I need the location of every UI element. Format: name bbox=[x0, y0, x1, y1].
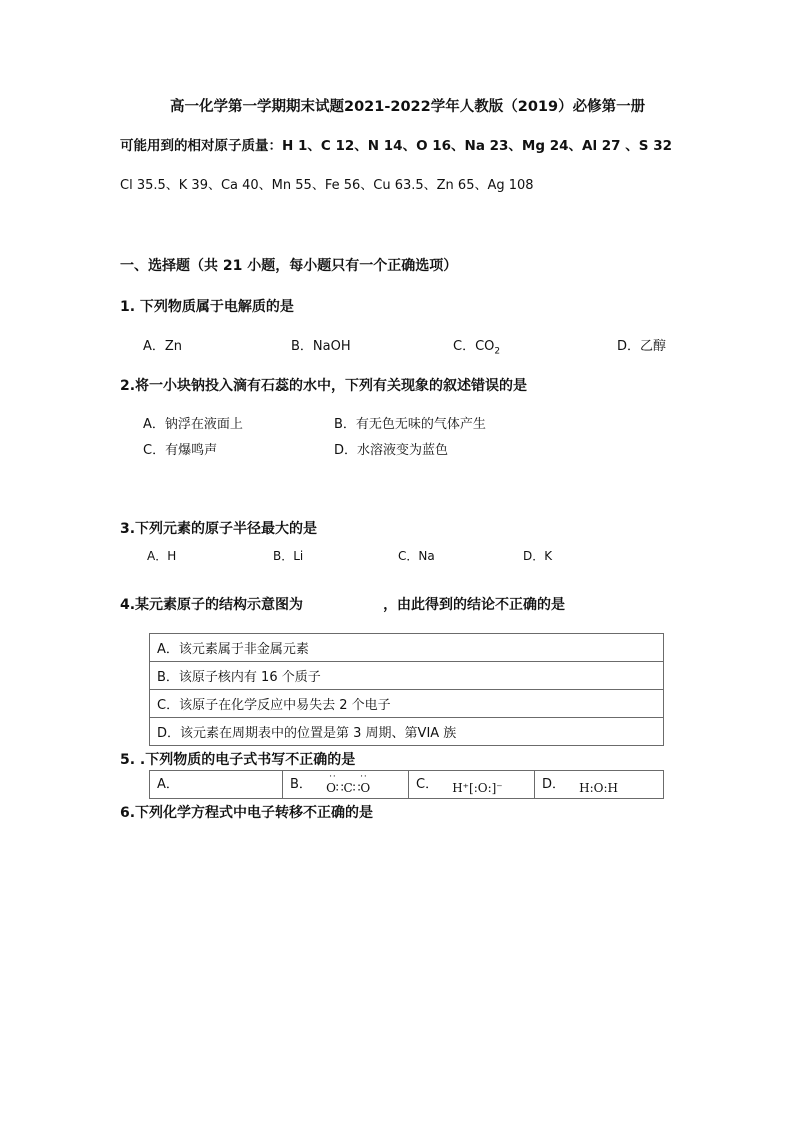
q5-stem: 5. .下列物质的电子式书写不正确的是 bbox=[120, 752, 356, 768]
q2-stem: 2.将一小块钠投入滴有石蕊的水中，下列有关现象的叙述错误的是 bbox=[120, 378, 528, 394]
q5-options-table bbox=[149, 770, 664, 799]
q3-stem: 3.下列元素的原子半径最大的是 bbox=[120, 521, 318, 537]
water-electron-formula: H:O:H bbox=[579, 781, 619, 795]
q5-option-b: B． ·· ·· O∷C∷O bbox=[283, 771, 409, 799]
q5-option-a: A． bbox=[150, 771, 283, 799]
q4-option-b: B．该原子核内有 16 个质子 bbox=[150, 662, 664, 690]
hydroxide-electron-formula: H⁺[:O:]⁻ bbox=[452, 781, 503, 795]
q3-option-b: B．Li bbox=[273, 549, 304, 563]
atomic-masses-line1: 可能用到的相对原子质量：H 1、C 12、N 14、O 16、Na 23、Mg 24、Al 27 、S 32 bbox=[120, 138, 672, 154]
q1-stem: 1. 下列物质属于电解质的是 bbox=[120, 299, 294, 315]
q2-option-a: A．钠浮在液面上 bbox=[143, 417, 243, 432]
q2-option-b: B．有无色无味的气体产生 bbox=[334, 417, 486, 432]
q3-option-c: C．Na bbox=[398, 549, 435, 563]
q1-option-d: D．乙醇 bbox=[617, 339, 667, 354]
q2-option-c: C．有爆鸣声 bbox=[143, 443, 218, 458]
page-title: 高一化学第一学期期末试题2021-2022学年人教版（2019）必修第一册 bbox=[170, 99, 646, 115]
atomic-masses-line2: Cl 35.5、K 39、Ca 40、Mn 55、Fe 56、Cu 63.5、Zn 65、Ag 108 bbox=[120, 178, 534, 193]
q5-option-c: C． H⁺[:O:]⁻ bbox=[409, 771, 535, 799]
q5-option-d: D． H:O:H bbox=[535, 771, 664, 799]
q6-stem: 6.下列化学方程式中电子转移不正确的是 bbox=[120, 805, 374, 821]
q2-option-d: D．水溶液变为蓝色 bbox=[334, 443, 449, 458]
co2-electron-formula: ·· ·· O∷C∷O bbox=[326, 772, 371, 795]
q4-options-table bbox=[149, 633, 664, 746]
q1-option-c: C．$CO_2$ bbox=[453, 339, 501, 357]
q1-option-b: B．NaOH bbox=[291, 339, 351, 354]
q4-option-a: A．该元素属于非金属元素 bbox=[150, 634, 664, 662]
q3-option-d: D．K bbox=[523, 549, 553, 563]
q4-option-c: C．该原子在化学反应中易失去 2 个电子 bbox=[150, 690, 664, 718]
q4-option-d: D．该元素在周期表中的位置是第 3 周期、第VIA 族 bbox=[150, 718, 664, 746]
q1-option-a: A．Zn bbox=[143, 339, 183, 354]
q4-stem: 4.某元素原子的结构示意图为 ，由此得到的结论不正确的是 bbox=[120, 597, 566, 613]
section-heading: 一、选择题（共 21 小题，每小题只有一个正确选项） bbox=[120, 258, 458, 274]
q3-option-a: A．H bbox=[147, 549, 177, 563]
